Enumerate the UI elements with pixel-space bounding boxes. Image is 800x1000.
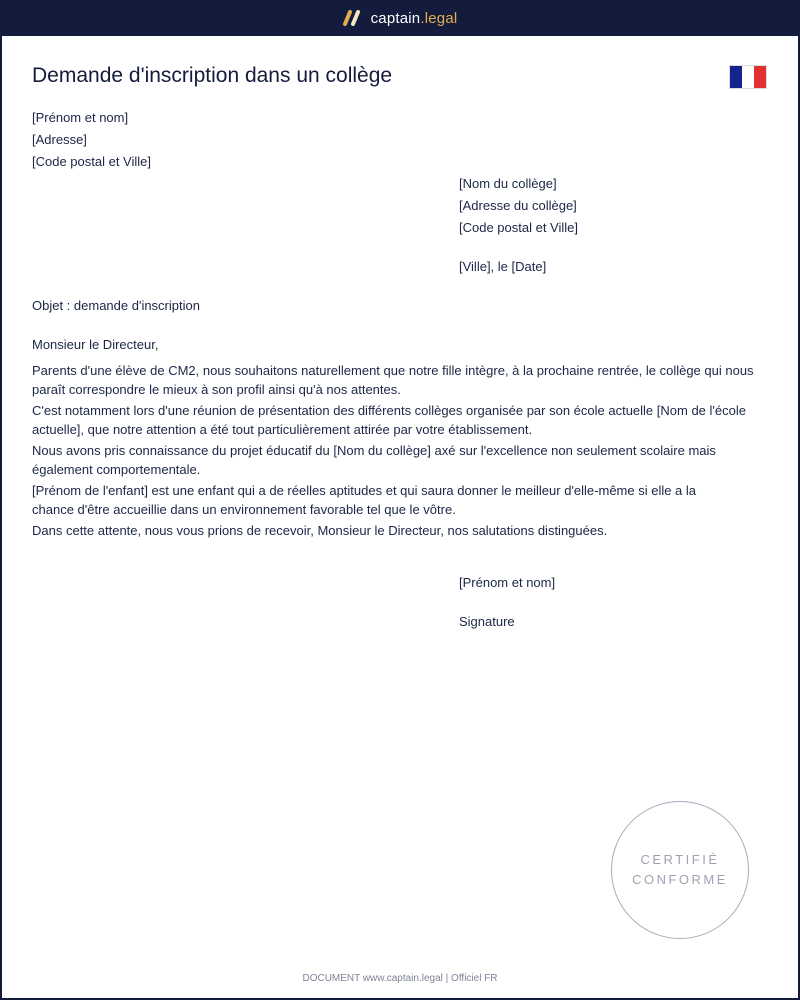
document-title: Demande d'inscription dans un collège <box>32 64 393 87</box>
paragraph-1: Parents d'une élève de CM2, nous souhaitons naturellement que notre fille intègre, à la prochaine rentrée, le collège qui nous paraît correspondre le mieux à son profil ainsi qu'à nos attentes. <box>32 363 754 397</box>
recipient-name: [Nom du collège] <box>459 176 557 191</box>
sender-address: [Adresse] <box>32 132 87 147</box>
paragraph-4: [Prénom de l'enfant] est une enfant qui a de réelles aptitudes et qui saura donner le meilleur d'elle-même si elle a la chance d'être accueillie dans un environnement favorable tel que le vôtre. <box>32 483 697 517</box>
signature-name: [Prénom et nom] <box>459 575 556 590</box>
sender-name: [Prénom et nom] <box>32 110 129 125</box>
date-line: [Ville], le [Date] <box>459 259 547 274</box>
brand-logo[interactable] <box>343 10 458 27</box>
top-bar <box>0 0 800 36</box>
salutation: Monsieur le Directeur, <box>32 337 159 352</box>
paragraph-2: C'est notamment lors d'une réunion de présentation des différents collèges organisée par son école actuelle [Nom de l'école actuelle], que notre attention a été tout particulièrement attirée par votre établissement. <box>32 403 746 437</box>
sender-city: [Code postal et Ville] <box>32 154 151 169</box>
signature-label: Signature <box>459 614 515 629</box>
footer-text: DOCUMENT www.captain.legal | Officiel FR <box>302 973 498 984</box>
brand-name <box>371 10 458 27</box>
france-flag-icon <box>729 65 767 89</box>
recipient-city: [Code postal et Ville] <box>459 220 578 235</box>
captain-legal-logo-icon <box>343 10 363 26</box>
subject-line: Objet : demande d'inscription <box>32 298 200 313</box>
paragraph-5: Dans cette attente, nous vous prions de recevoir, Monsieur le Directeur, nos salutations distinguées. <box>32 523 608 538</box>
recipient-address: [Adresse du collège] <box>459 198 577 213</box>
brand-main: captain <box>370 9 421 27</box>
stamp-line-1: CERTIFIÉ <box>640 852 720 867</box>
brand-accent: .legal <box>420 9 458 27</box>
stamp-line-2: CONFORME <box>632 872 728 887</box>
paragraph-3: Nous avons pris connaissance du projet éducatif du [Nom du collège] axé sur l'excellence non seulement scolaire mais également comportementale. <box>32 443 716 477</box>
certified-stamp <box>611 801 749 939</box>
